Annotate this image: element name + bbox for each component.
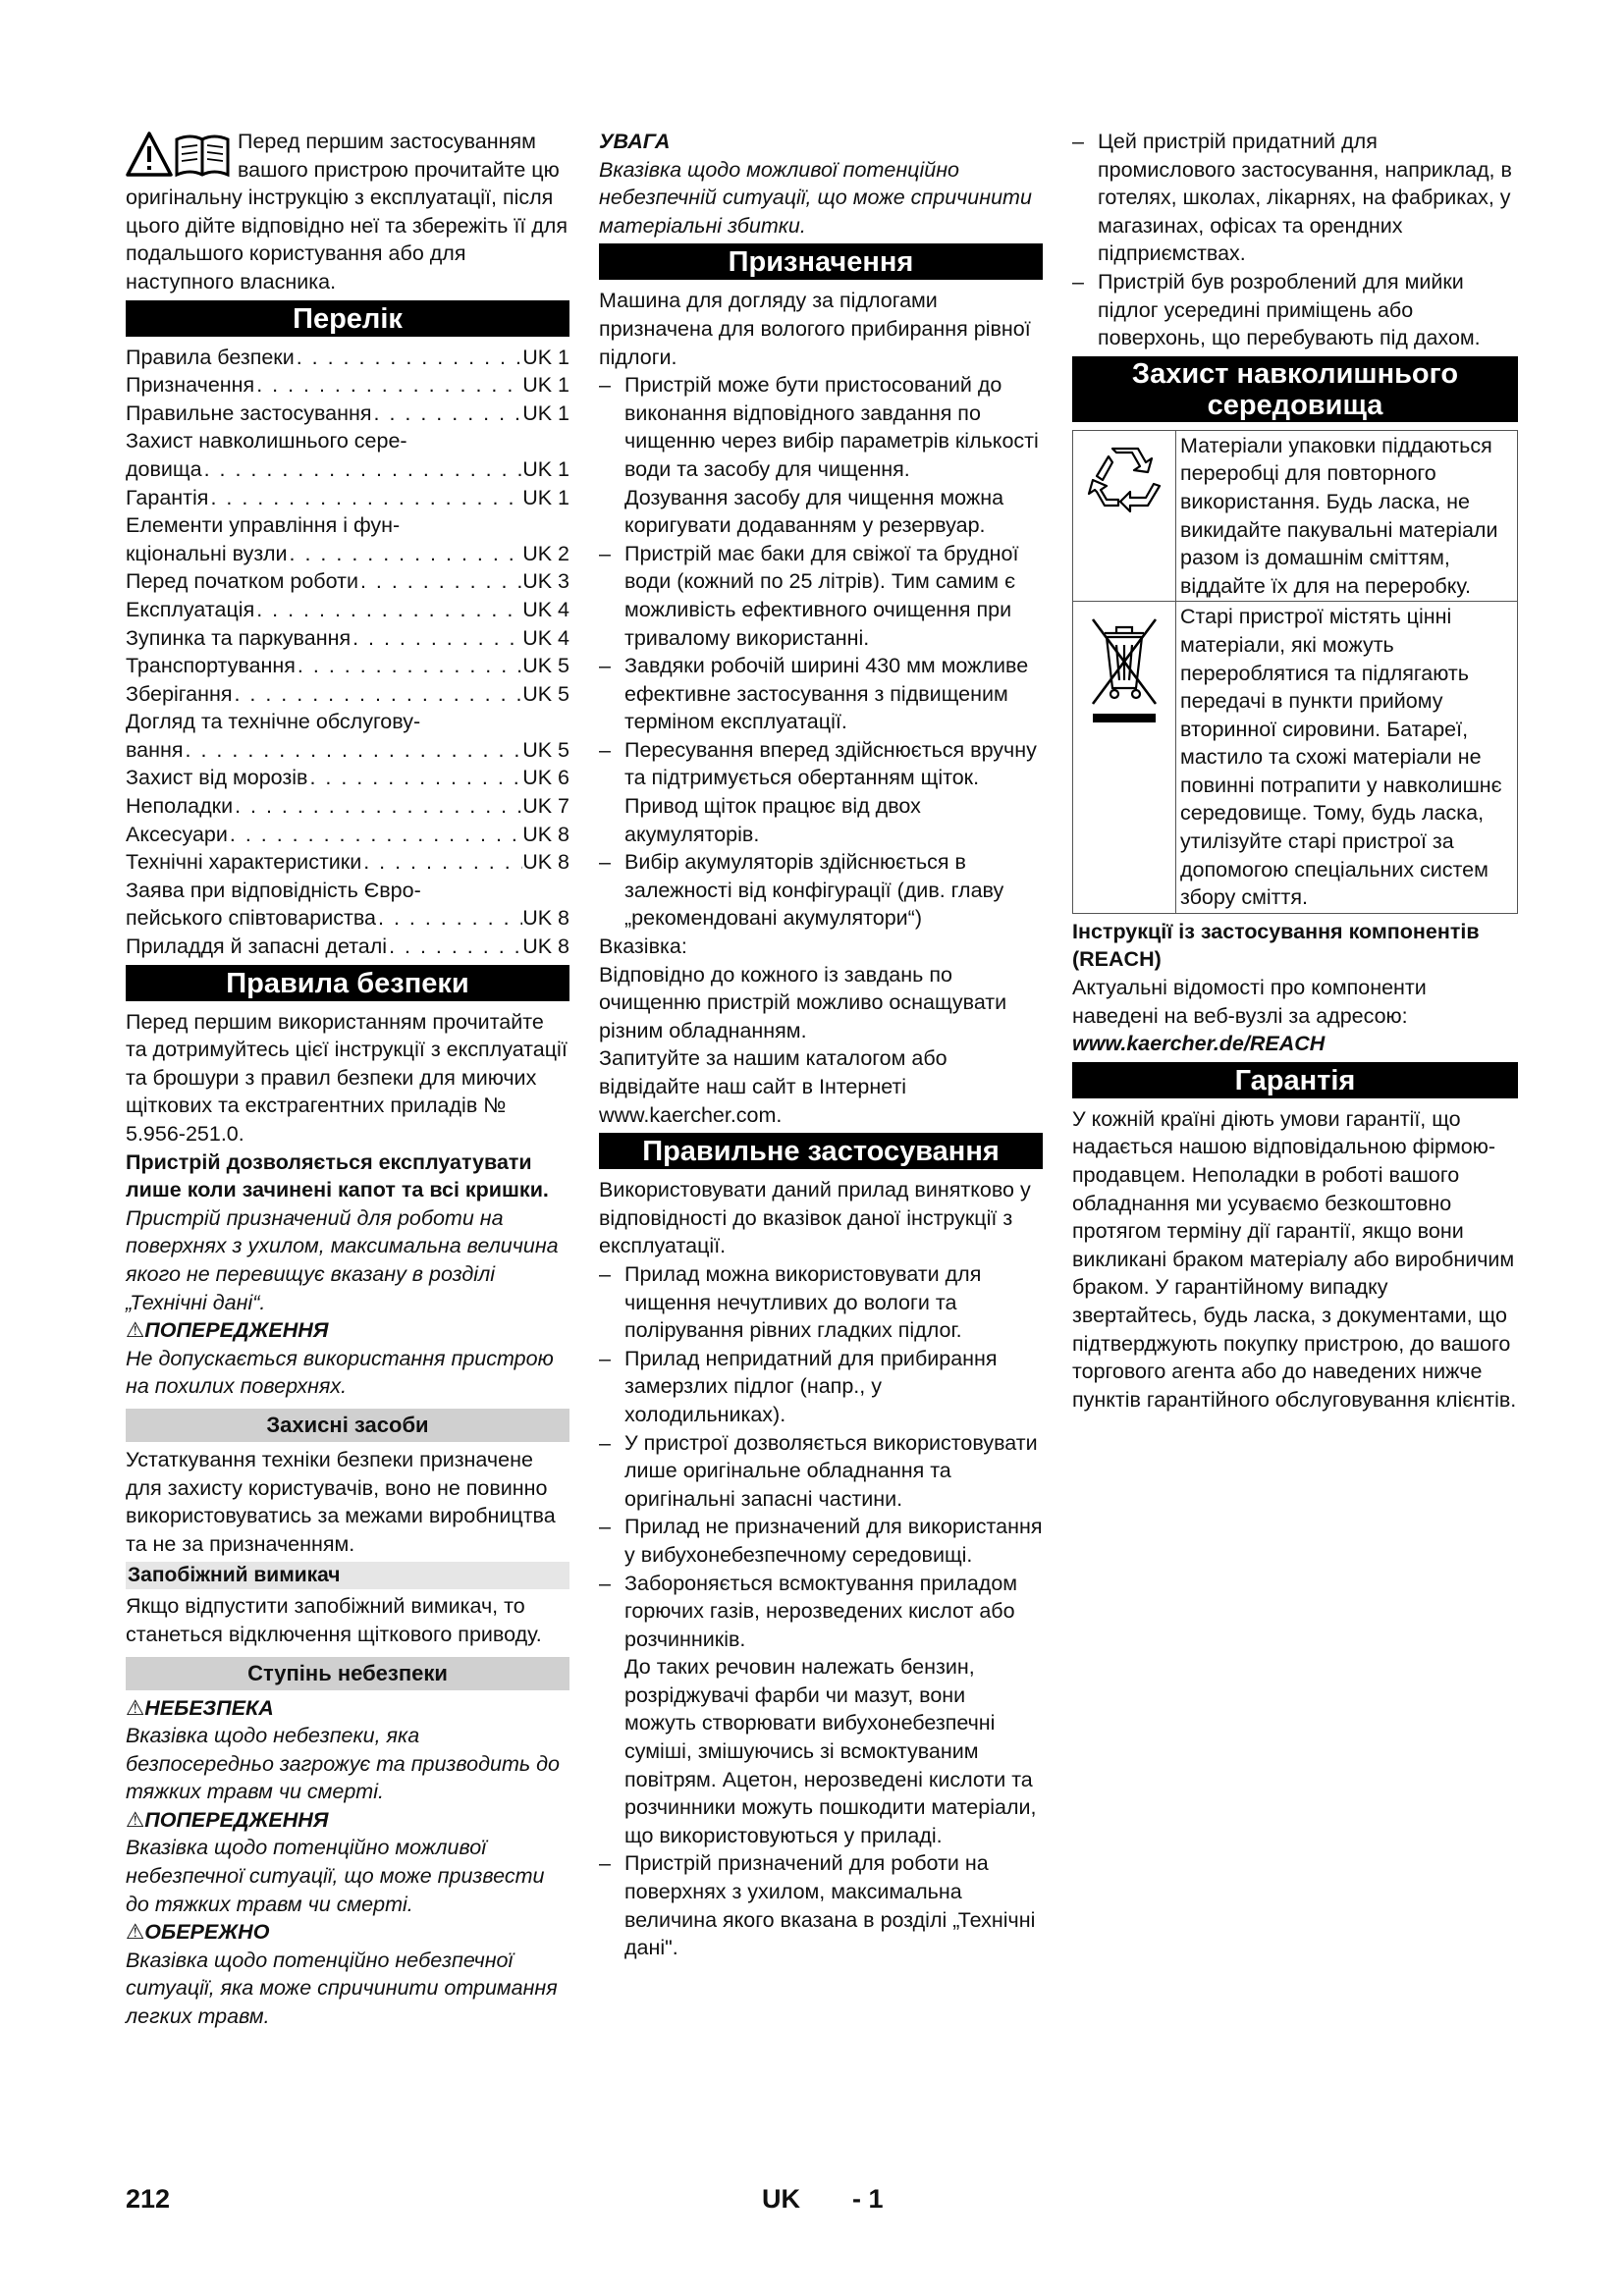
toc-item[interactable]: Неполадки . . . UK 7 [126, 792, 569, 821]
recycle-text: Матеріали упаковки піддаються переробці для повторного використання. Будь ласка, не викидайте пакувальні матеріали разом із домашнім сміттям, віддайте їх для на переробку. [1176, 430, 1518, 602]
safety-paragraph: Перед першим використанням прочитайте та дотримуйтесь цієї інструкції з експлуатації та брошури з правил безпеки для миючих щіткових та екстрагентних приладів № 5.956-251.0. [126, 1009, 568, 1146]
toc-item[interactable]: Правильне застосування . . . UK 1 [126, 400, 569, 428]
danger-levels-heading: Ступінь небезпеки [126, 1657, 569, 1690]
toc-item-line: Захист навколишнього сере- [126, 429, 407, 454]
toc-item[interactable]: Призначення . . . UK 1 [126, 371, 569, 400]
intro-block [126, 128, 569, 296]
environment-table [1072, 430, 1518, 914]
intro-text: Перед першим застосуванням вашого пристрою прочитайте цю оригінальну інструкцію з експлуатації, після цього дійте відповідно неї та збережіть її для подальшого користування або для наступного власника. [126, 130, 568, 294]
environment-heading [1072, 356, 1518, 422]
purpose-paragraph: Машина для догляду за підлогами призначена для вологого прибирання рівної підлоги. [599, 289, 1031, 369]
purpose-subnote: Дозування засобу для чищення можна коригувати додаванням у резервуар. [624, 485, 1004, 538]
manual-book-icon [177, 136, 228, 175]
column-2 [599, 128, 1043, 1962]
note-text-2: Запитуйте за нашим каталогом або відвідайте наш сайт в Інтернеті www.kaercher.com. [599, 1046, 947, 1127]
fuse-text: Якщо відпустити запобіжний вимикач, то станеться відключення щіткового приводу. [126, 1594, 542, 1646]
safety-italic-note: Пристрій призначений для роботи на поверхнях з ухилом, максимальна величина якого не перевищує вказану в розділі „Технічні дані“. [126, 1205, 559, 1314]
warning-text: Не допускається використання пристрою на похилих поверхнях. [126, 1346, 554, 1399]
toc-item[interactable]: Експлуатація . . . UK 4 [126, 596, 569, 624]
application-item: – Пристрій був розроблений для мийки підлог усередині приміщень або поверхонь, що перебувають під дахом. [1072, 268, 1518, 352]
language-code: UK [762, 2184, 800, 2214]
attention-text: Вказівка щодо можливої потенційно небезпечній ситуації, що може спричинити матеріальні збитки. [599, 157, 1032, 238]
environment-heading-line-2: середовища [1207, 389, 1383, 421]
caution-text: Вказівка щодо потенційно небезпечної ситуації, яка може спричинити отримання легких травм. [126, 1948, 558, 2029]
danger-label: ⚠НЕБЕЗПЕКА [126, 1695, 274, 1720]
warning-label-2: ⚠ПОПЕРЕДЖЕННЯ [126, 1807, 329, 1832]
note-text: Відповідно до кожного із завдань по очищенню пристрій можливо оснащувати різним обладнанням. [599, 962, 1007, 1042]
correct-use-item: – У пристрої дозволяється використовувати лише оригінальне обладнання та оригінальні запасні частини. [599, 1429, 1043, 1514]
toc-item[interactable]: довища . . . UK 1 [126, 455, 569, 484]
table-row [1073, 602, 1518, 914]
toc-item-line: Догляд та технічне обслугову- [126, 710, 421, 734]
warranty-text: У кожній країні діють умови гарантії, що надається нашою відповідальною фірмою-продавцем. Неполадки в роботі вашого обладнання ми усуваємо безкоштовно протягом терміну дії гарантії, якщо вони викликані браком матеріалу або виробничим браком. У гарантійному випадку звертайтесь, будь ласка, з документами, що підтверджують покупку пристрою, до вашого торгового агента або до наведених нижче пунктів гарантійного обслуговування клієнтів. [1072, 1106, 1517, 1412]
safety-heading: Правила безпеки [126, 965, 569, 1001]
recycle-icon [1083, 441, 1165, 523]
toc-item[interactable]: Захист від морозів . . . UK 6 [126, 764, 569, 792]
column-3 [1072, 128, 1518, 1414]
correct-use-heading: Правильне застосування [599, 1133, 1043, 1169]
toc-item[interactable]: Зупинка та паркування . . . UK 4 [126, 624, 569, 653]
toc-item-line: Елементи управління і фун- [126, 513, 401, 538]
purpose-item: – Пристрій може бути пристосований до виконання відповідного завдання по чищенню через вибір параметрів кількості води та засобу для чищення. [599, 371, 1043, 483]
fuse-heading: Запобіжний вимикач [126, 1562, 569, 1589]
attention-label: УВАГА [599, 130, 671, 153]
toc-item[interactable]: Гарантія . . . UK 1 [126, 484, 569, 512]
toc-item[interactable]: Технічні характеристики . . . UK 8 [126, 848, 569, 877]
toc-item[interactable]: Перед початком роботи . . . UK 3 [126, 567, 569, 596]
table-row [1073, 430, 1518, 602]
application-item: – Цей пристрій придатний для промислового застосування, наприклад, в готелях, школах, лікарнях, на фабриках, у магазинах, офісах та орендних підприємствах. [1072, 128, 1518, 268]
correct-use-item: – Пристрій призначений для роботи на поверхнях з ухилом, максимальна величина якого вказана в розділі „Технічні дані". [599, 1849, 1043, 1961]
reach-text: Актуальні відомості про компоненти наведені на веб-вузлі за адресою: [1072, 976, 1427, 1028]
warning-triangle-icon [128, 133, 171, 175]
purpose-item: – Пристрій має баки для свіжої та брудної води (кожний по 25 літрів). Тим самим є можливість ефективного очищення при тривалому використанні. [599, 540, 1043, 652]
safety-bold-note: Пристрій дозволяється експлуатувати лише коли зачинені капот та всі кришки. [126, 1149, 549, 1202]
correct-use-paragraph: Використовувати даний прилад винятково у відповідності до вказівок даної інструкції з експлуатації. [599, 1178, 1031, 1258]
toc-item[interactable]: Транспортування . . . UK 5 [126, 652, 569, 680]
purpose-item: – Пересування вперед здійснюється вручну та підтримується обертанням щіток. Привод щіток працює від двох акумуляторів. [599, 736, 1043, 848]
environment-heading-line-1: Захист навколишнього [1131, 357, 1459, 390]
toc-list [126, 344, 569, 961]
purpose-item: – Вибір акумуляторів здійснюється в залежності від конфігурації (див. главу „рекомендовані акумулятори“) [599, 848, 1043, 933]
recycle-cell [1073, 430, 1176, 602]
toc-item[interactable]: кціональні вузли . . . UK 2 [126, 540, 569, 568]
toc-item[interactable]: Аксесуари . . . UK 8 [126, 821, 569, 849]
reach-link[interactable]: www.kaercher.de/REACH [1072, 1032, 1326, 1056]
toc-item[interactable]: Правила безпеки . . . UK 1 [126, 344, 569, 372]
reach-heading: Інструкції із застосування компонентів (REACH) [1072, 919, 1480, 972]
disposal-text: Старі пристрої містять цінні матеріали, які можуть перероблятися та підлягають передачі в пункти прийому вторинної сировини. Батареї, мастило та схожі матеріали не повинні потрапити у навколишнє середовище. Тому, будь ласка, утилізуйте старі пристрої за допомогою спеціальних систем збору сміття. [1176, 602, 1518, 914]
page-number: 212 [126, 2184, 171, 2214]
warning-label: ⚠ПОПЕРЕДЖЕННЯ [126, 1318, 329, 1343]
column-1 [126, 128, 569, 2031]
toc-item-line: Заява при відповідність Євро- [126, 878, 421, 902]
correct-use-subnote: До таких речовин належать бензин, розріджувачі фарби чи мазут, вони можуть створювати вибухонебезпечні суміші, змішуючись зі всмоктуваним повітрям. Ацетон, нерозведені кислоти та розчинники можуть пошкодити матеріали, що використовуються у приладі. [624, 1655, 1037, 1847]
correct-use-item: – Прилад не призначений для використання у вибухонебезпечному середовищі. [599, 1513, 1043, 1569]
warning-text-2: Вказівка щодо потенційно можливої небезпечної ситуації, що може призвести до тяжких травм чи смерті. [126, 1836, 545, 1916]
sub-page-number: - 1 [852, 2184, 884, 2214]
caution-label: ⚠ОБЕРЕЖНО [126, 1920, 270, 1945]
toc-heading: Перелік [126, 300, 569, 337]
protect-heading: Захисні засоби [126, 1409, 569, 1442]
toc-item[interactable]: Приладдя й запасні деталі . . . UK 8 [126, 933, 569, 961]
warning-and-manual-icon [126, 130, 230, 181]
toc-item[interactable]: Зберігання . . . UK 5 [126, 680, 569, 709]
purpose-heading: Призначення [599, 243, 1043, 280]
correct-use-item: – Забороняється всмоктування приладом горючих газів, нерозведених кислот або розчинників. [599, 1570, 1043, 1654]
toc-item[interactable]: пейського співтовариства . . . UK 8 [126, 904, 569, 933]
purpose-item: – Завдяки робочій ширині 430 мм можливе ефективне застосування з підвищеним терміном експлуатації. [599, 652, 1043, 736]
toc-item[interactable]: вання . . . UK 5 [126, 736, 569, 765]
correct-use-item: – Прилад можна використовувати для чищення нечутливих до вологи та полірування рівних гладких підлог. [599, 1260, 1043, 1345]
protect-text: Устаткування техніки безпеки призначене для захисту користувачів, воно не повинно використовуватись за межами виробництва та не за призначенням. [126, 1447, 556, 1556]
correct-use-item: – Прилад непридатний для прибирання замерзлих підлог (напр., у холодильниках). [599, 1345, 1043, 1429]
warranty-heading: Гарантія [1072, 1062, 1518, 1098]
note-label: Вказівка: [599, 934, 687, 959]
crossed-bin-icon [1083, 612, 1165, 729]
danger-text: Вказівка щодо небезпеки, яка безпосередньо загрожує та призводить до тяжких травм чи смерті. [126, 1724, 561, 1804]
disposal-cell [1073, 602, 1176, 914]
